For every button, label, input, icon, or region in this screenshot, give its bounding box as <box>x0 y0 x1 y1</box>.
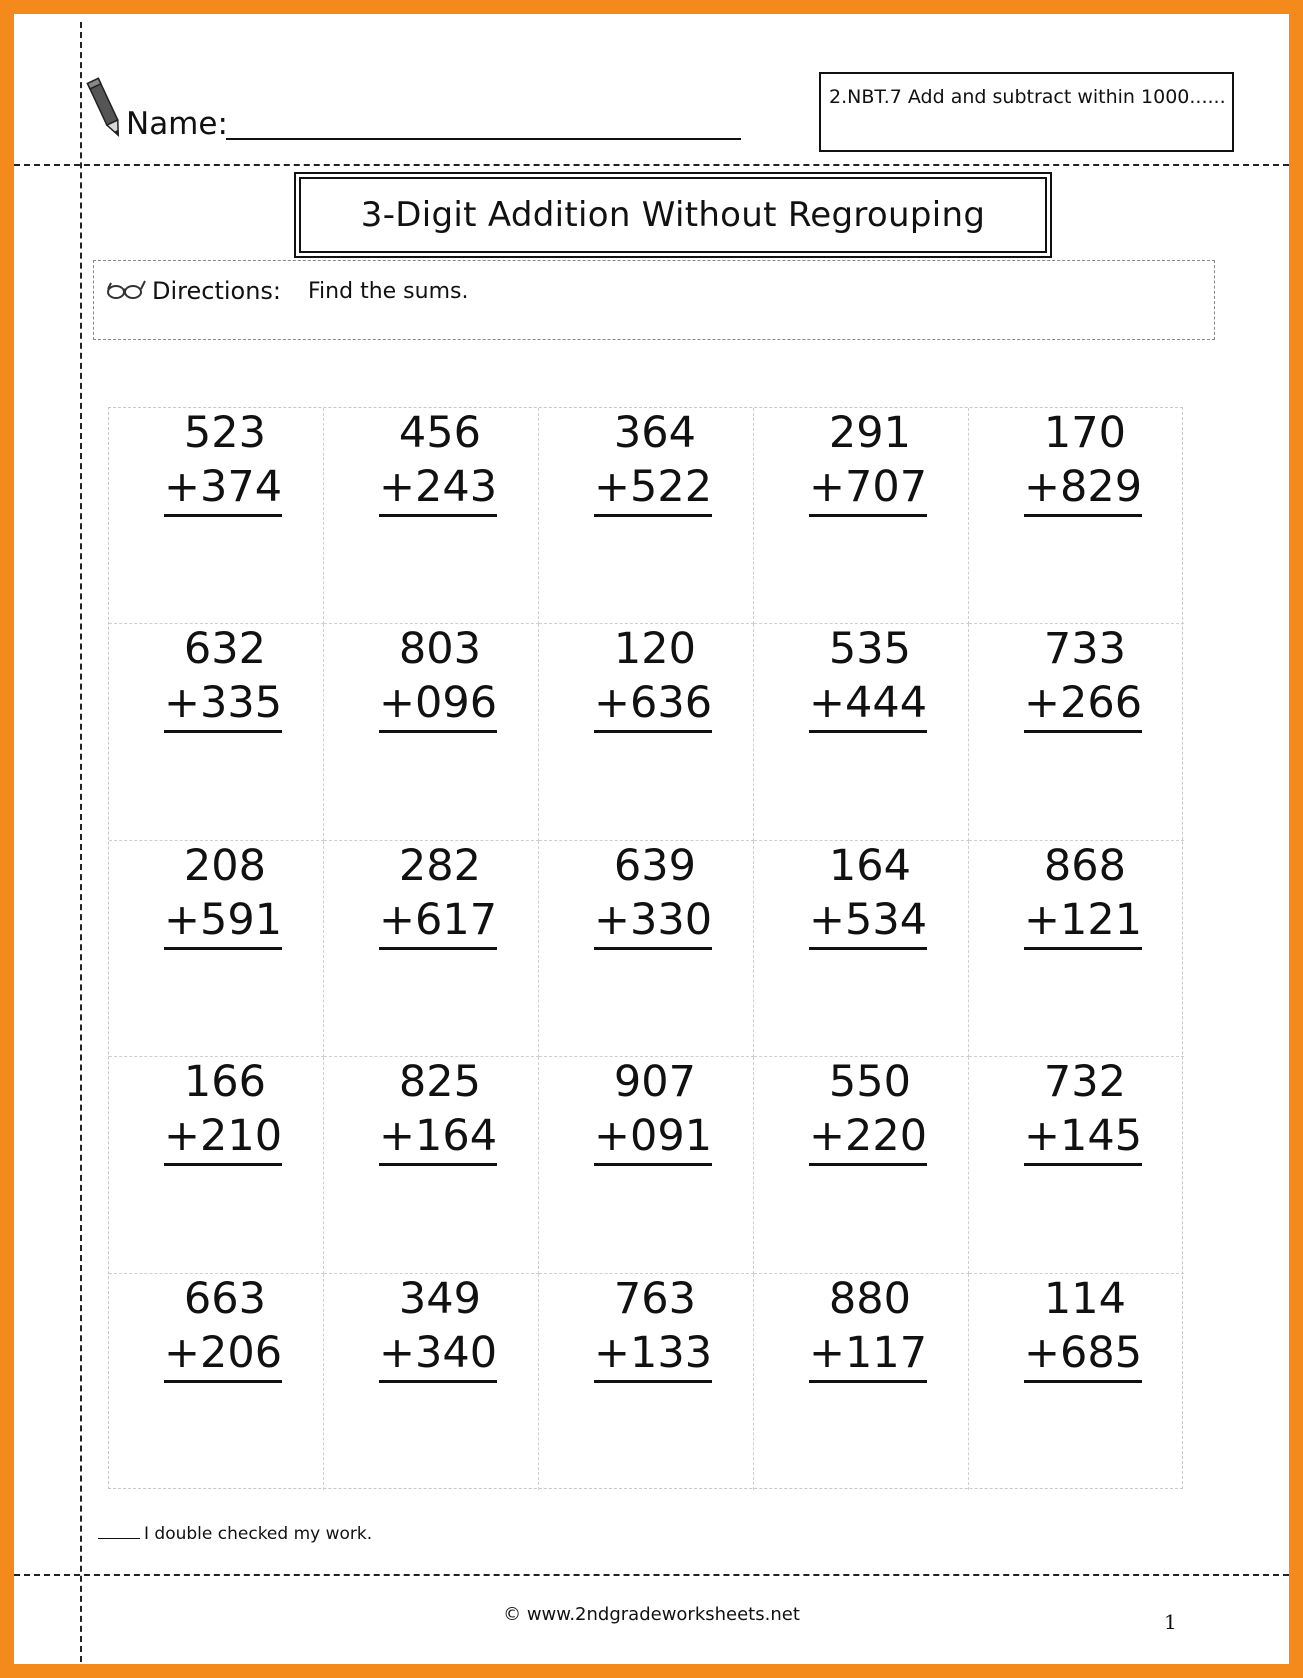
problem-cell <box>754 624 969 840</box>
page-title: 3-Digit Addition Without Regrouping <box>299 177 1047 253</box>
addend-bottom: +617 <box>379 893 497 950</box>
addend-bottom: +636 <box>594 676 712 733</box>
addend-bottom: +145 <box>1024 1109 1142 1166</box>
problem-cell <box>539 624 754 840</box>
addend-top: 907 <box>613 1057 696 1108</box>
addend-bottom: +444 <box>809 676 927 733</box>
addend-bottom: +340 <box>379 1326 497 1383</box>
addend-top: 456 <box>398 408 481 458</box>
problem-grid <box>108 407 1183 1489</box>
addend-bottom: +591 <box>164 893 282 950</box>
addend-bottom: +374 <box>164 460 282 517</box>
pencil-icon <box>86 74 126 144</box>
addend-top: 535 <box>828 624 911 675</box>
check-blank[interactable] <box>98 1538 140 1539</box>
problem-cell <box>754 841 969 1057</box>
addend-top: 868 <box>1043 840 1126 891</box>
addend-top: 114 <box>1043 1273 1126 1324</box>
double-check-line <box>98 1524 372 1544</box>
problem-cell <box>539 408 754 624</box>
problem-cell <box>324 841 539 1057</box>
problem-cell <box>109 408 324 624</box>
addend-top: 880 <box>828 1273 911 1324</box>
problem-cell <box>539 1274 754 1490</box>
problem-cell <box>324 1274 539 1490</box>
addend-bottom: +220 <box>809 1109 927 1166</box>
standard-box <box>819 72 1234 152</box>
problem-cell <box>109 624 324 840</box>
problem-cell <box>969 841 1184 1057</box>
addend-bottom: +266 <box>1024 676 1142 733</box>
addend-bottom: +243 <box>379 460 497 517</box>
addend-top: 208 <box>183 840 266 891</box>
addend-bottom: +330 <box>594 893 712 950</box>
addend-bottom: +117 <box>809 1326 927 1383</box>
directions-box <box>93 260 1215 340</box>
addend-top: 120 <box>613 624 696 675</box>
addend-top: 164 <box>828 840 911 891</box>
addend-top: 550 <box>828 1057 911 1108</box>
copyright-footer: © www.2ndgradeworksheets.net <box>503 1604 800 1625</box>
addend-top: 291 <box>828 408 911 458</box>
addend-top: 364 <box>613 408 696 458</box>
addend-top: 663 <box>183 1273 266 1324</box>
addend-bottom: +206 <box>164 1326 282 1383</box>
problem-cell <box>754 408 969 624</box>
addend-top: 349 <box>398 1273 481 1324</box>
addend-bottom: +133 <box>594 1326 712 1383</box>
addend-bottom: +210 <box>164 1109 282 1166</box>
addend-top: 632 <box>183 624 266 675</box>
addend-top: 523 <box>183 408 266 458</box>
problem-cell <box>969 1057 1184 1273</box>
name-input-line[interactable] <box>226 138 741 140</box>
directions-text: Find the sums. <box>308 279 469 304</box>
problem-cell <box>969 624 1184 840</box>
bottom-cut-line <box>14 1574 1289 1576</box>
addend-bottom: +685 <box>1024 1326 1142 1383</box>
addend-top: 170 <box>1043 408 1126 458</box>
name-label: Name: <box>126 106 228 142</box>
problem-cell <box>109 1057 324 1273</box>
page-number: 1 <box>1164 1610 1177 1634</box>
addend-top: 825 <box>398 1057 481 1108</box>
problem-cell <box>539 841 754 1057</box>
addend-bottom: +522 <box>594 460 712 517</box>
standard-text: 2.NBT.7 Add and subtract within 1000...... <box>829 86 1226 108</box>
problem-cell <box>754 1057 969 1273</box>
addend-top: 732 <box>1043 1057 1126 1108</box>
problem-cell <box>109 1274 324 1490</box>
addend-top: 803 <box>398 624 481 675</box>
addend-bottom: +335 <box>164 676 282 733</box>
vertical-cut-line <box>80 22 82 1662</box>
addend-bottom: +121 <box>1024 893 1142 950</box>
problem-cell <box>324 1057 539 1273</box>
addend-top: 639 <box>613 840 696 891</box>
problem-cell <box>754 1274 969 1490</box>
glasses-icon <box>106 279 146 301</box>
problem-cell <box>109 841 324 1057</box>
problem-cell <box>324 624 539 840</box>
addend-top: 733 <box>1043 624 1126 675</box>
directions-label: Directions: <box>152 277 282 305</box>
problem-cell <box>539 1057 754 1273</box>
double-check-text: I double checked my work. <box>144 1524 373 1544</box>
addend-top: 166 <box>183 1057 266 1108</box>
problem-cell <box>969 408 1184 624</box>
addend-bottom: +707 <box>809 460 927 517</box>
addend-bottom: +096 <box>379 676 497 733</box>
problem-cell <box>324 408 539 624</box>
worksheet-page <box>14 14 1289 1664</box>
title-box <box>294 172 1052 258</box>
top-cut-line <box>14 164 1289 166</box>
addend-bottom: +091 <box>594 1109 712 1166</box>
addend-top: 282 <box>398 840 481 891</box>
addend-bottom: +829 <box>1024 460 1142 517</box>
addend-top: 763 <box>613 1273 696 1324</box>
problem-cell <box>969 1274 1184 1490</box>
addend-bottom: +534 <box>809 893 927 950</box>
addend-bottom: +164 <box>379 1109 497 1166</box>
